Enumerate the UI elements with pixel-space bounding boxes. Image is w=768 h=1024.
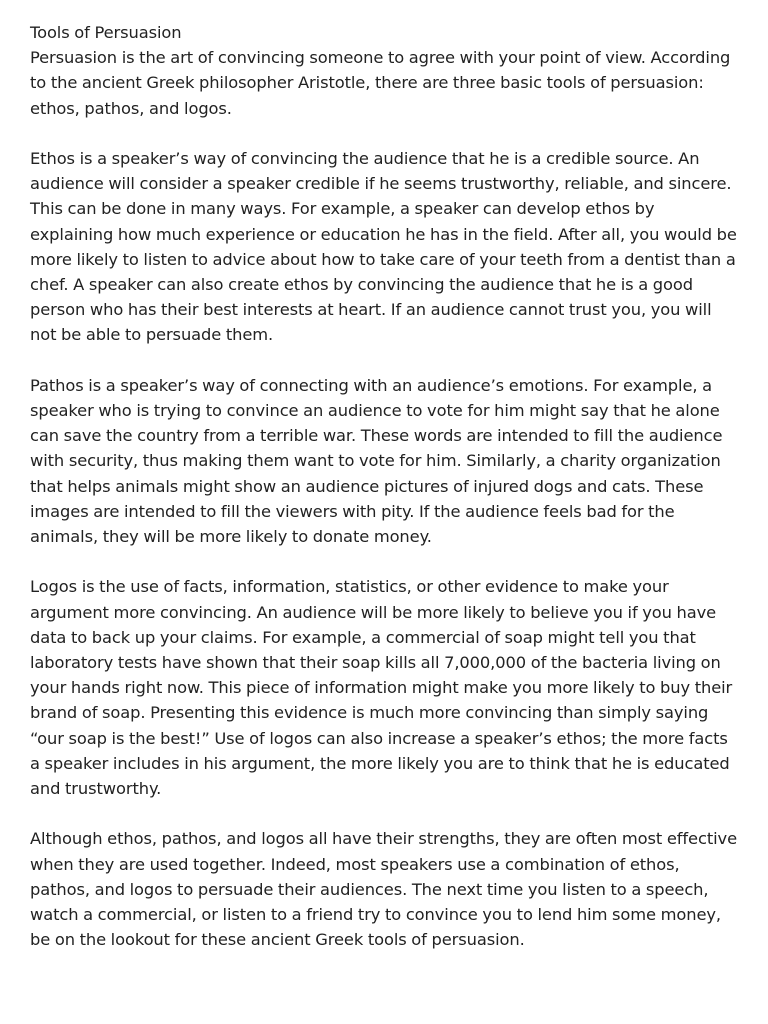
paragraph-logos: Logos is the use of facts, information, statistics, or other evidence to make your argument more convincing. An audience will be more likely to believe you if you have data to back up your claims. For example, a commercial of soap might tell you that laboratory tests have shown that their soap kills all 7,000,000 of the bacteria living on your hands right now. This piece of information might make you more likely to buy their brand of soap. Presenting this evidence is much more convincing than simply saying “our soap is the best!” Use of logos can also increase a speaker’s ethos; the more facts a speaker includes in his argument, the more likely you are to think that he is educated and trustworthy.: [30, 577, 733, 799]
document-body: [30, 20, 740, 952]
paragraph-pathos: Pathos is a speaker’s way of connecting with an audience’s emotions. For example, a speaker who is trying to convince an audience to vote for him might say that he alone can save the country from a terrible war. These words are intended to fill the audience with security, thus making them want to vote for him. Similarly, a charity organization that helps animals might show an audience pictures of injured dogs and cats. These images are intended to fill the viewers with pity. If the audience feels bad for the animals, they will be more likely to donate money.: [30, 375, 723, 547]
paragraph-ethos: Ethos is a speaker’s way of convincing the audience that he is a credible source. An audience will consider a speaker credible if he seems trustworthy, reliable, and sincere. This can be done in many ways. For example, a speaker can develop ethos by explaining how much experience or education he has in the field. After all, you would be more likely to listen to advice about how to take care of your teeth from a dentist than a chef. A speaker can also create ethos by convincing the audience that he is a good person who has their best interests at heart. If an audience cannot trust you, you will not be able to persuade them.: [30, 149, 737, 345]
paragraph-intro: Persuasion is the art of convincing someone to agree with your point of view. According to the ancient Greek philosopher Aristotle, there are three basic tools of persuasion: ethos, pathos, and logos.: [30, 48, 731, 118]
paragraph-conclusion: Although ethos, pathos, and logos all have their strengths, they are often most effective when they are used together. Indeed, most speakers use a combination of ethos, pathos, and logos to persuade their audiences. The next time you listen to a speech, watch a commercial, or listen to a friend try to convince you to lend him some money, be on the lookout for these ancient Greek tools of persuasion.: [30, 829, 737, 950]
document-title: Tools of Persuasion: [30, 23, 182, 42]
